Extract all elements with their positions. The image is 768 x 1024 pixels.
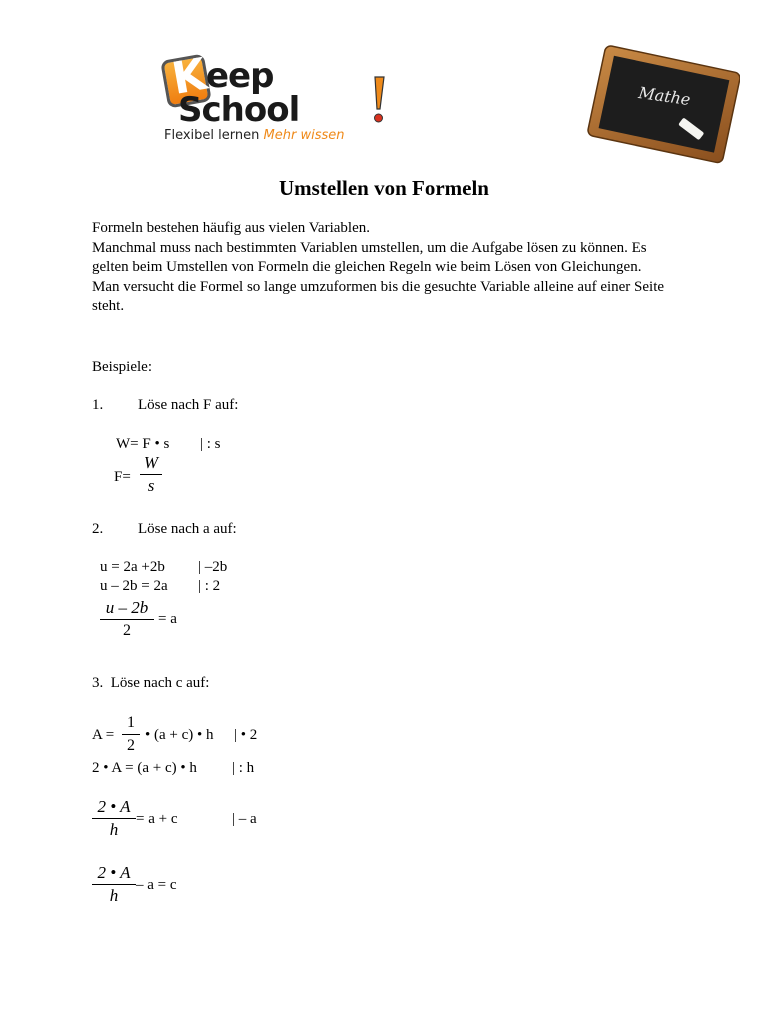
ex2-line-1: u = 2a +2b	[100, 559, 165, 575]
ex1-line-1	[116, 435, 169, 453]
intro-paragraph: Man versucht die Formel so lange umzuformen bis die gesuchte Variable alleine auf einer Seite steht.	[92, 278, 665, 315]
intro-paragraph: Manchmal muss nach bestimmten Variablen umstellen, um die Aufgabe lösen zu können. Es gelten beim Umstellen von Formeln die gleichen Regeln wie beim Lösen von Gleichungen.	[92, 239, 647, 276]
example-task: Löse nach a auf:	[138, 521, 237, 537]
ex1-line-2-left: F=	[114, 469, 131, 485]
example-3-heading	[92, 674, 209, 692]
page-title: Umstellen von Formeln	[279, 176, 489, 200]
ex3-fraction-a	[92, 796, 136, 841]
chalkboard-image	[585, 40, 740, 168]
ex3-line-1-left: A =	[92, 727, 115, 743]
examples-heading: Beispiele:	[92, 359, 152, 375]
logo-k-letter: K	[168, 48, 211, 105]
logo-eep-text: eep	[206, 56, 274, 96]
example-task: Löse nach F auf:	[138, 397, 239, 413]
fraction-numerator: W	[143, 453, 159, 472]
ex3-line-3-operation: | – a	[232, 811, 257, 827]
example-number: 3.	[92, 675, 104, 691]
chalk-text: Mathe	[637, 83, 692, 110]
ex3-half-fraction	[122, 712, 140, 757]
ex2-line-2: u – 2b = 2a	[100, 578, 168, 594]
logo-tagline	[164, 129, 344, 142]
intro-text	[92, 219, 692, 317]
fraction-denominator: 2	[127, 737, 135, 754]
ex2-line-1-operation: | –2b	[198, 559, 228, 575]
tagline-part-a: Flexibel lernen	[164, 128, 260, 143]
example-2-heading	[92, 520, 237, 538]
fraction-denominator: h	[109, 886, 119, 905]
example-1-heading	[92, 396, 238, 414]
fraction-numerator: 2 • A	[97, 797, 131, 816]
fraction-numerator: u – 2b	[105, 598, 149, 617]
ex3-line-1-right: • (a + c) • h	[145, 727, 214, 743]
fraction-denominator: 2	[123, 622, 131, 639]
example-number: 1.	[92, 397, 104, 413]
ex2-line-3-right: = a	[158, 611, 177, 627]
tagline-part-b: Mehr wissen	[263, 128, 345, 143]
example-task: Löse nach c auf:	[110, 675, 210, 691]
ex3-fraction-b	[92, 862, 136, 907]
example-number: 2.	[92, 521, 104, 537]
ex1-fraction	[140, 452, 162, 497]
ex3-line-1-operation: | • 2	[234, 727, 258, 743]
exclamation-icon	[372, 75, 384, 123]
ex1-line-1-operation: | : s	[200, 436, 221, 452]
ex2-line-2-operation: | : 2	[198, 578, 221, 594]
ex3-line-4-right: – a = c	[136, 877, 177, 893]
ex3-line-2-operation: | : h	[232, 760, 255, 776]
fraction-denominator: s	[147, 476, 155, 495]
fraction-numerator: 2 • A	[97, 863, 131, 882]
logo-school-text: School	[178, 90, 300, 130]
equation: W= F • s	[116, 436, 170, 452]
fraction-numerator: 1	[127, 714, 135, 731]
ex2-fraction	[100, 597, 154, 642]
intro-paragraph: Formeln bestehen häufig aus vielen Variablen.	[92, 220, 370, 236]
keepschool-logo	[160, 48, 410, 150]
ex3-line-2: 2 • A = (a + c) • h	[92, 760, 197, 776]
fraction-denominator: h	[109, 820, 119, 839]
ex3-line-3-right: = a + c	[136, 811, 178, 827]
